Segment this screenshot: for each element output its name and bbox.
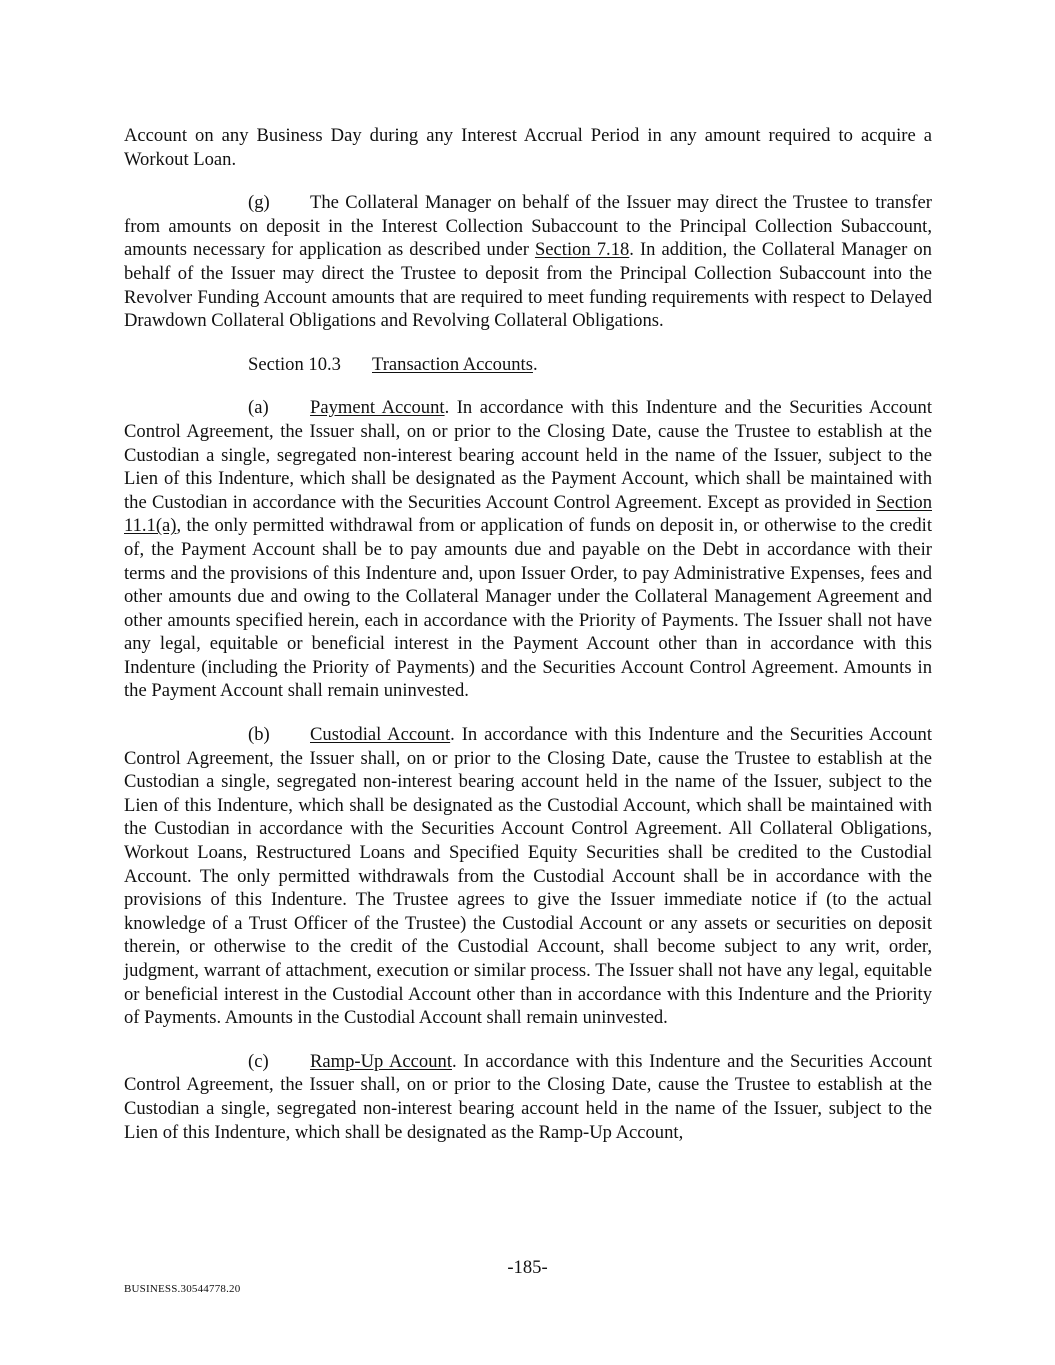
- ramp-up-account-title: Ramp-Up Account: [310, 1050, 452, 1072]
- section-number: Section 10.3: [248, 353, 341, 375]
- paragraph-a-text-a: . In accordance with this Indenture and the Securities Account Control Agreement, the Issuer shall, on or prior to the Closing Date, cause the Trustee to establish at the Custodian a single, segregated non-interest bearing account held in the name of the Issuer, subject to the Lien of this Indenture, which shall be designated as the Payment Account, which shall be maintained with the Custodian in accordance with the Securities Account Control Agreement. Except as provided in: [124, 397, 932, 513]
- section-7-18-reference: Section 7.18: [534, 239, 630, 261]
- section-title: Transaction Accounts: [372, 353, 533, 375]
- paragraph-a: [124, 396, 932, 703]
- paragraph-c: [124, 1050, 932, 1144]
- paragraph-g-text-b: . In addition, the Collateral Manager on behalf of the Issuer may direct the Trustee to deposit from the Principal Collection Subaccount into the Revolver Funding Account amounts that are required to meet funding requirements with respect to Delayed Drawdown Collateral Obligations and Revolving Collateral Obligations.: [124, 239, 932, 332]
- paragraph-b-text: . In accordance with this Indenture and the Securities Account Control Agreement, the Issuer shall, on or prior to the Closing Date, cause the Trustee to establish at the Custodian a single, segregated non-interest bearing account held in the name of the Issuer, subject to the Lien of this Indenture, which shall be designated as the Custodial Account, which shall be maintained with the Custodian in accordance with the Securities Account Control Agreement. All Collateral Obligations, Workout Loans, Restructured Loans and Specified Equity Securities shall be credited to the Custodial Account. The only permitted withdrawals from the Custodial Account shall be in accordance with the provisions of this Indenture. The Trustee agrees to give the Issuer immediate notice if (to the actual knowledge of a Trust Officer of the Trustee) the Custodial Account or any assets or securities on deposit therein, or otherwise to the credit of the Custodial Account, shall become subject to any writ, order, judgment, warrant of attachment, execution or similar process. The Issuer shall not have any legal, equitable or beneficial interest in the Custodial Account other than in accordance with this Indenture and the Priority of Payments. Amounts in the Custodial Account shall remain uninvested.: [124, 724, 932, 1029]
- page-number: -185-: [507, 1257, 548, 1278]
- paragraph-g: [124, 191, 932, 333]
- section-11-1a-reference: Section 11.1(a): [124, 491, 932, 537]
- body-text: [124, 124, 932, 1144]
- paragraph-b: [124, 723, 932, 1030]
- paragraph-g-marker: (g): [248, 192, 270, 214]
- paragraph-c-text: . In accordance with this Indenture and the Securities Account Control Agreement, the Issuer shall, on or prior to the Closing Date, cause the Trustee to establish at the Custodian a single, segregated non-interest bearing account held in the name of the Issuer, subject to the Lien of this Indenture, which shall be designated as the Ramp-Up Account,: [124, 1050, 932, 1143]
- payment-account-title: Payment Account: [310, 397, 445, 419]
- document-id: BUSINESS.30544778.20: [124, 1283, 241, 1295]
- paragraph-b-marker: (b): [248, 724, 270, 746]
- paragraph-c-marker: (c): [248, 1050, 269, 1072]
- carryover-paragraph: [124, 124, 932, 171]
- custodial-account-title: Custodial Account: [310, 724, 451, 746]
- paragraph-g-text-a: The Collateral Manager on behalf of the Issuer may direct the Trustee to transfer from amounts on deposit in the Interest Collection Subaccount to the Principal Collection Subaccount, amounts necessary for application as described under: [124, 192, 932, 261]
- section-heading: [248, 353, 932, 377]
- carryover-text: Account on any Business Day during any Interest Accrual Period in any amount required to acquire a Workout Loan.: [124, 125, 932, 170]
- paragraph-a-marker: (a): [248, 397, 269, 419]
- paragraph-a-text-b: , the only permitted withdrawal from or application of funds on deposit in, or otherwise to the credit of, the Payment Account shall be to pay amounts due and payable on the Debt in accordance with their terms and the provisions of this Indenture and, upon Issuer Order, to pay Administrative Expenses, fees and other amounts due and owing to the Collateral Manager under the Collateral Management Agreement and other amounts specified herein, each in accordance with the Priority of Payments. The Issuer shall not have any legal, equitable or beneficial interest in the Payment Account other than in accordance with this Indenture (including the Priority of Payments) and the Securities Account Control Agreement. Amounts in the Payment Account shall remain uninvested.: [124, 515, 932, 702]
- section-title-end: .: [532, 353, 538, 375]
